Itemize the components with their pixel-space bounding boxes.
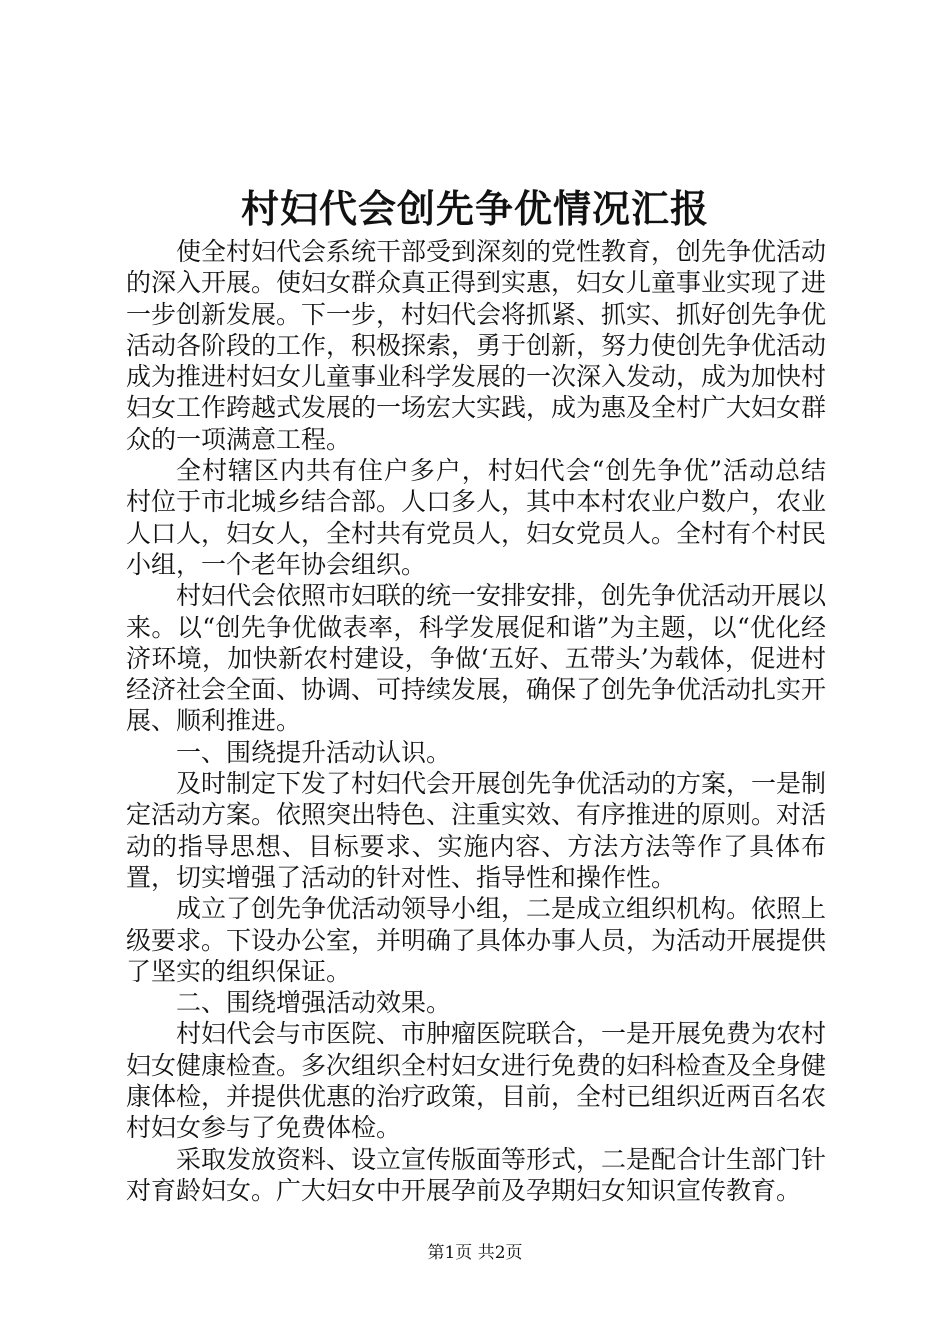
paragraph-7: 采取发放资料、设立宣传版面等形式，二是配合计生部门针对育龄妇女。广大妇女中开展孕前及孕期妇女知识宣传教育。 (126, 1144, 827, 1205)
paragraph-4: 及时制定下发了村妇代会开展创先争优活动的方案，一是制定活动方案。依照突出特色、注重实效、有序推进的原则。对活动的指导思想、目标要求、实施内容、方法方法等作了具体布置，切实增强了活动的针对性、指导性和操作性。 (126, 769, 827, 892)
paragraph-6: 村妇代会与市医院、市肿瘤医院联合，一是开展免费为农村妇女健康检查。多次组织全村妇女进行免费的妇科检查及全身健康体检，并提供优惠的治疗政策，目前，全村已组织近两百名农村妇女参与了免费体检。 (126, 1019, 827, 1143)
page-footer: 第1页 共2页 (427, 1243, 523, 1263)
paragraph-5: 成立了创先争优活动领导小组，二是成立组织机构。依照上级要求。下设办公室，并明确了具体办事人员，为活动开展提供了坚实的组织保证。 (126, 894, 827, 986)
paragraph-3: 村妇代会依照市妇联的统一安排安排，创先争优活动开展以来。以“创先争优做表率，科学发展促和谐”为主题，以“优化经济环境，加快新农村建设，争做‘五好、五带头’为载体，促进村经济社会全面、协调、可持续发展，确保了创先争优活动扎实开展、顺利推进。 (126, 581, 827, 736)
document-title: 村妇代会创先争优情况汇报 (240, 186, 709, 231)
document-body (126, 236, 826, 1206)
paragraph-2: 全村辖区内共有住户多户，村妇代会“创先争优”活动总结村位于市北城乡结合部。人口多人，其中本村农业户数户，农业人口人，妇女人，全村共有党员人，妇女党员人。全村有个村民小组，一个老年协会组织。 (126, 456, 827, 579)
section-heading-2: 二、围绕增强活动效果。 (176, 988, 452, 1018)
paragraph-1: 使全村妇代会系统干部受到深刻的党性教育，创先争优活动的深入开展。使妇女群众真正得到实惠，妇女儿童事业实现了进一步创新发展。下一步，村妇代会将抓紧、抓实、抓好创先争优活动各阶段的工作，积极探索，勇于创新，努力使创先争优活动成为推进村妇女儿童事业科学发展的一次深入发动，成为加快村妇女工作跨越式发展的一场宏大实践，成为惠及全村广大妇女群众的一项满意工程。 (126, 237, 827, 454)
section-heading-1: 一、围绕提升活动认识。 (176, 737, 452, 767)
